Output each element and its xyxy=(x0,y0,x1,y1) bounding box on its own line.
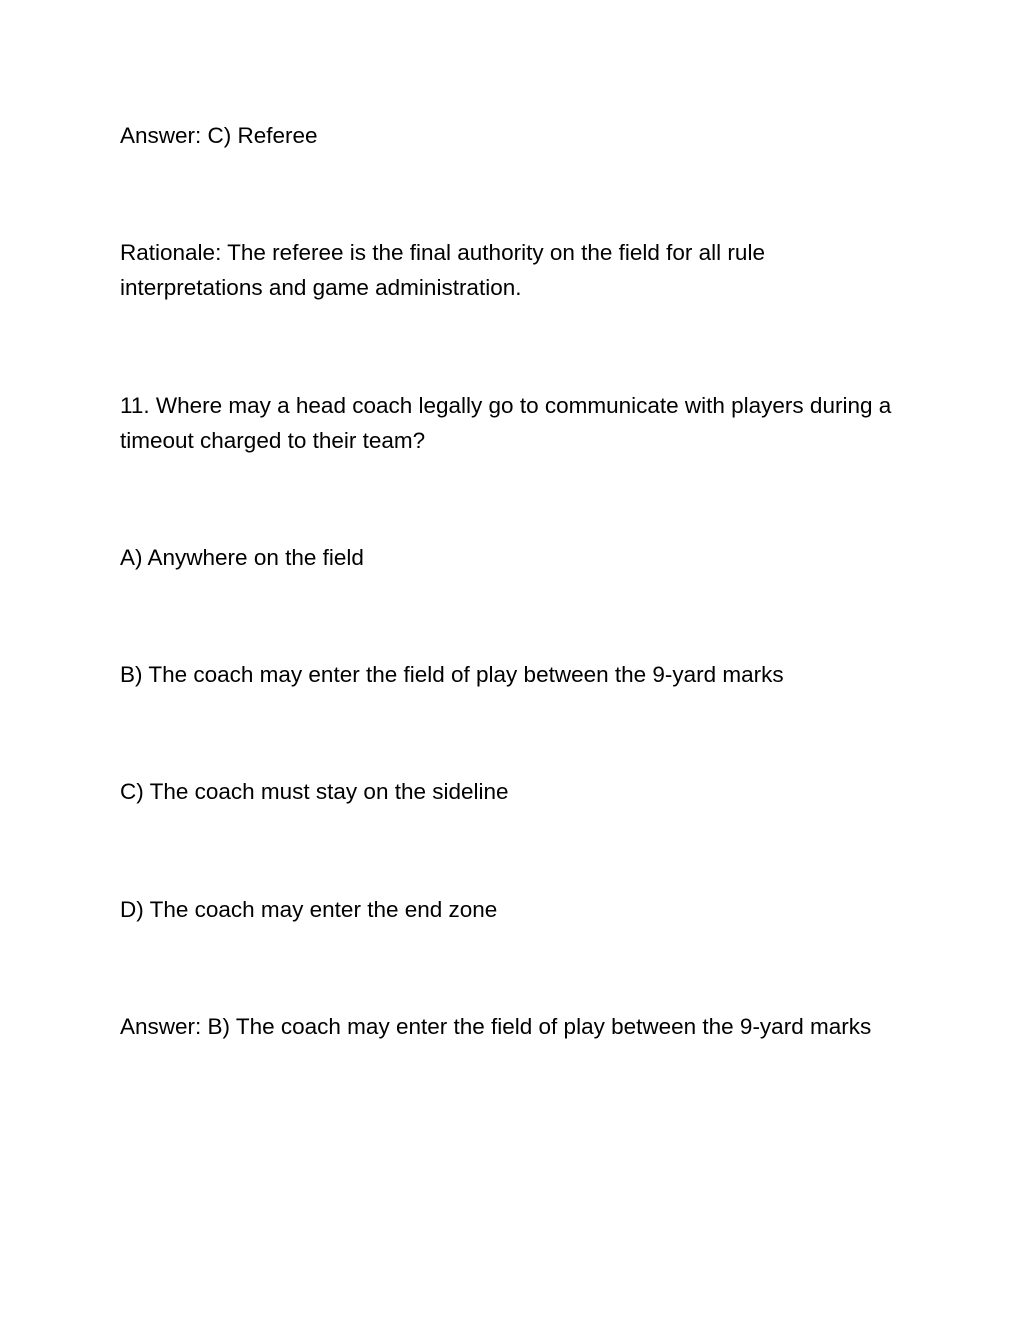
question-text: 11. Where may a head coach legally go to communicate with players during a timeout charged to their team? xyxy=(120,393,892,453)
rationale-text: Rationale: The referee is the final authority on the field for all rule interpretations and game administration. xyxy=(120,240,765,300)
option-c: C) The coach must stay on the sideline xyxy=(120,779,509,804)
previous-answer-text: Answer: C) Referee xyxy=(120,123,318,148)
answer-text: Answer: B) The coach may enter the field of play between the 9-yard marks xyxy=(120,1014,872,1039)
option-b: B) The coach may enter the field of play between the 9-yard marks xyxy=(120,662,784,687)
option-d: D) The coach may enter the end zone xyxy=(120,897,498,922)
option-a: A) Anywhere on the field xyxy=(120,545,364,570)
